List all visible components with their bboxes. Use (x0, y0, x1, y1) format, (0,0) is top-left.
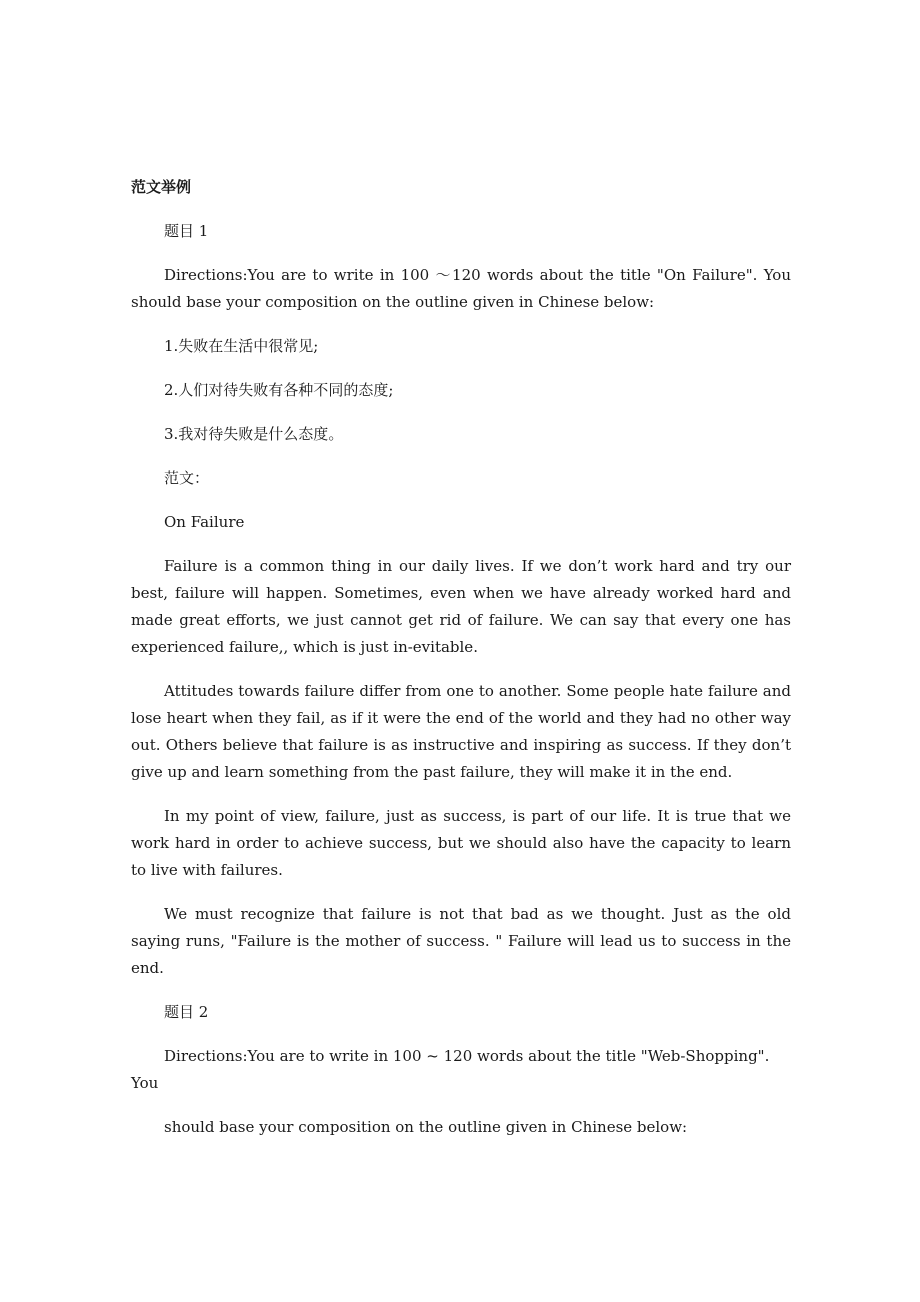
topic-2-directions-continued: should base your composition on the outline given in Chinese below: (164, 1118, 688, 1136)
topic-1-label: 题目 1 (164, 222, 209, 240)
topic-2-label: 题目 2 (164, 1003, 209, 1021)
sample-essay-label: 范文： (164, 469, 210, 487)
topic-2-directions-line-1: Directions:You are to write in 100 ~ 120 words about the title "Web-Shopping". You (131, 1047, 770, 1092)
outline-item: 3.我对待失败是什么态度。 (164, 425, 344, 443)
essay-paragraph: Failure is a common thing in our daily lives. If we don’t work hard and try our best, failure will happen. Sometimes, even when we have already worked hard and made great efforts, we just cannot get rid of failure. We can say that every one has experienced failure,, which is just in-evitable. (131, 557, 791, 656)
essay-paragraph: In my point of view, failure, just as success, is part of our life. It is true that we work hard in order to achieve success, but we should also have the capacity to learn to live with failures. (131, 807, 791, 879)
section-heading: 范文举例 (131, 178, 192, 196)
essay-paragraph: We must recognize that failure is not that bad as we thought. Just as the old saying runs, "Failure is the mother of success. " Failure will lead us to success in the end. (131, 905, 791, 977)
document-body (131, 174, 791, 1158)
essay-paragraph: Attitudes towards failure differ from one to another. Some people hate failure and lose heart when they fail, as if it were the end of the world and they had no other way out. Others believe that failure is as instructive and inspiring as success. If they don’t give up and learn something from the past failure, they will make it in the end. (131, 682, 791, 781)
outline-item: 1.失败在生活中很常见; (164, 337, 319, 355)
essay-title: On Failure (164, 513, 245, 531)
topic-2-directions (131, 1043, 791, 1097)
topic-1-directions: Directions:You are to write in 100 ～120 words about the title "On Failure". You should base your composition on the outline given in Chinese below: (131, 266, 791, 311)
outline-item: 2.人们对待失败有各种不同的态度; (164, 381, 394, 399)
